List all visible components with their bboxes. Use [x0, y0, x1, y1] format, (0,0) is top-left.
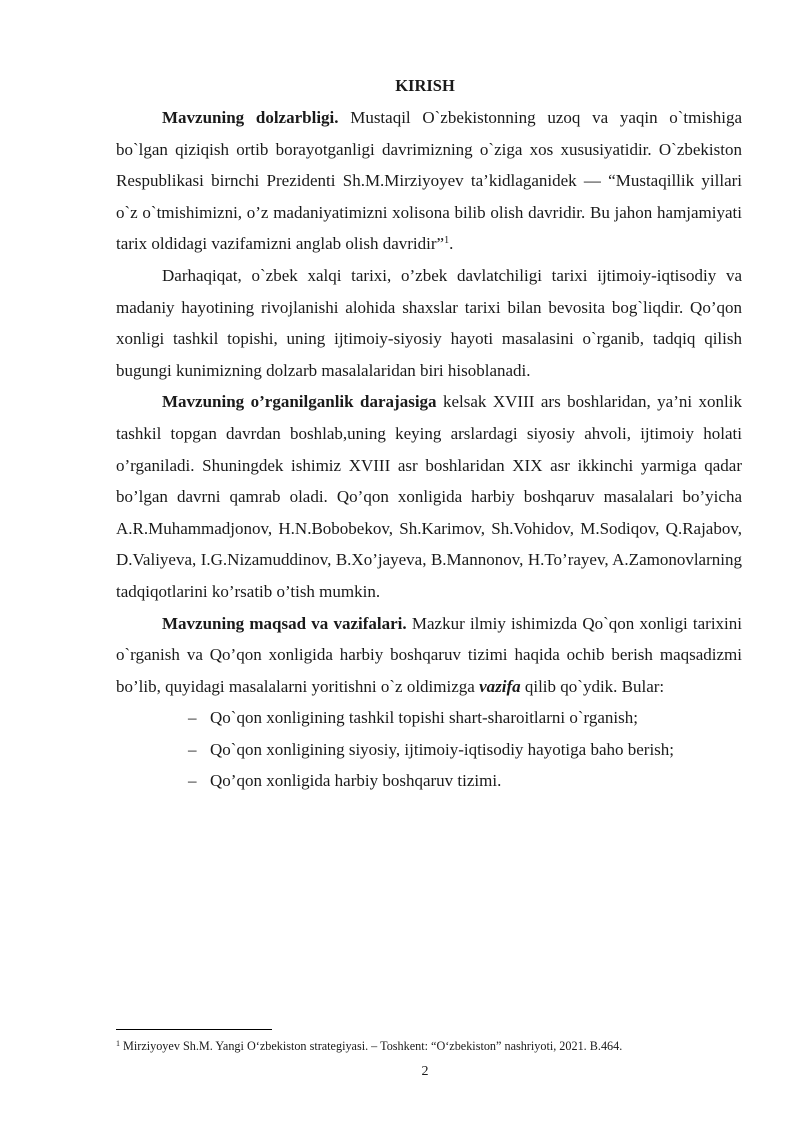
paragraph-relevance — [116, 102, 742, 260]
footnote-text: Mirziyoyev Sh.M. Yangi O‘zbekiston strategiyasi. – Toshkent: “O‘zbekiston” nashriyoti, 2021. B.464. — [120, 1039, 623, 1053]
footnote-ref[interactable]: 1 — [444, 235, 450, 247]
list-item — [188, 765, 742, 797]
task-list — [116, 702, 742, 797]
paragraph-context: Darhaqiqat, o`zbek xalqi tarixi, o’zbek davlatchiligi tarixi ijtimoiy-iqtisodiy va madaniy hayotining rivojlanishi alohida shaxslar tarixi bilan bevosita bog`liqdir. Qo’qon xonligi tashkil topishi, uning ijtimoiy-siyosiy hayoti masalasini o`rganib, tadqiq qilish bugungi kunimizning dolzarb masalalaridan biri hisoblanadi. — [116, 265, 742, 380]
heading-goals: Mavzuning maqsad va vazifalari. — [162, 613, 407, 633]
dash-marker: – — [188, 771, 197, 791]
heading-relevance: Mavzuning dolzarbligi. — [162, 108, 339, 127]
footnote-separator — [116, 1029, 272, 1030]
footnote — [116, 1038, 756, 1054]
footnote-number: 1 — [116, 1039, 120, 1048]
paragraph-relevance-text: Mustaqil O`zbekistonning uzoq va yaqin o`tmishiga bo`lgan qiziqish ortib borayotganligi davrimizning o`ziga xos xususiyatidir. O`zbekiston Respublikasi birnchi Prezidenti Sh.M.Mirziyoyev ta’kidlaganidek — “Mustaqillik yillari o`z o`tmishimizni, o’z madaniyatimizni xolisona bilib olish davridir. Bu jahon hamjamiyati tarix oldidagi vazifamizni anglab olish davridir” — [116, 108, 742, 254]
body-text — [116, 102, 742, 797]
paragraph-goals-end: qilib qo`ydik. Bular: — [520, 676, 665, 696]
page-number: 2 — [421, 1064, 429, 1079]
list-item-text: Qo`qon xonligining tashkil topishi shart-sharoitlarni o`rganish; — [210, 708, 638, 728]
list-item — [188, 702, 742, 734]
dash-marker: – — [188, 708, 197, 728]
paragraph-relevance-end: . — [449, 234, 454, 254]
paragraph-goals — [116, 608, 742, 703]
page-title: KIRISH — [395, 76, 455, 95]
paragraph-study-degree-text: kelsak XVIII ars boshlaridan, ya’ni xonlik tashkil topgan davrdan boshlab,uning keying arslardagi siyosiy ahvoli, ijtimoiy holati o’rganiladi. Shuningdek ishimiz XVIII asr boshlaridan XIX asr ikkinchi yarmiga qadar bo’lgan davrni qamrab oladi. Qo’qon xonligida harbiy boshqaruv masalalari bo’yicha A.R.Muhammadjonov, H.N.Bobobekov, Sh.Karimov, Sh.Vohidov, M.Sodiqov, Q.Rajabov, D.Valiyeva, I.G.Nizamuddinov, B.Xo’jayeva, B.Mannonov, H.To’rayev, A.Zamonovlarning tadqiqotlarini ko’rsatib o’tish mumkin. — [116, 392, 742, 601]
emphasis-vazifa: vazifa — [479, 676, 521, 696]
dash-marker: – — [188, 739, 197, 759]
list-item-text: Qo`qon xonligining siyosiy, ijtimoiy-iqtisodiy hayotiga baho berish; — [210, 739, 675, 759]
list-item-text: Qo’qon xonligida harbiy boshqaruv tizimi. — [210, 771, 502, 791]
paragraph-goals-text: Mazkur ilmiy ishimizda Qo`qon xonligi tarixini o`rganish va Qo’qon xonligida harbiy boshqaruv tizimi haqida ochib berish maqsadizmi bo’lib, quyidagi masalalarni yoritishni o`z oldimizga — [116, 613, 742, 696]
paragraph-study-degree — [116, 386, 742, 607]
list-item — [188, 734, 742, 766]
heading-study-degree: Mavzuning o’rganilganlik darajasiga — [162, 392, 437, 412]
